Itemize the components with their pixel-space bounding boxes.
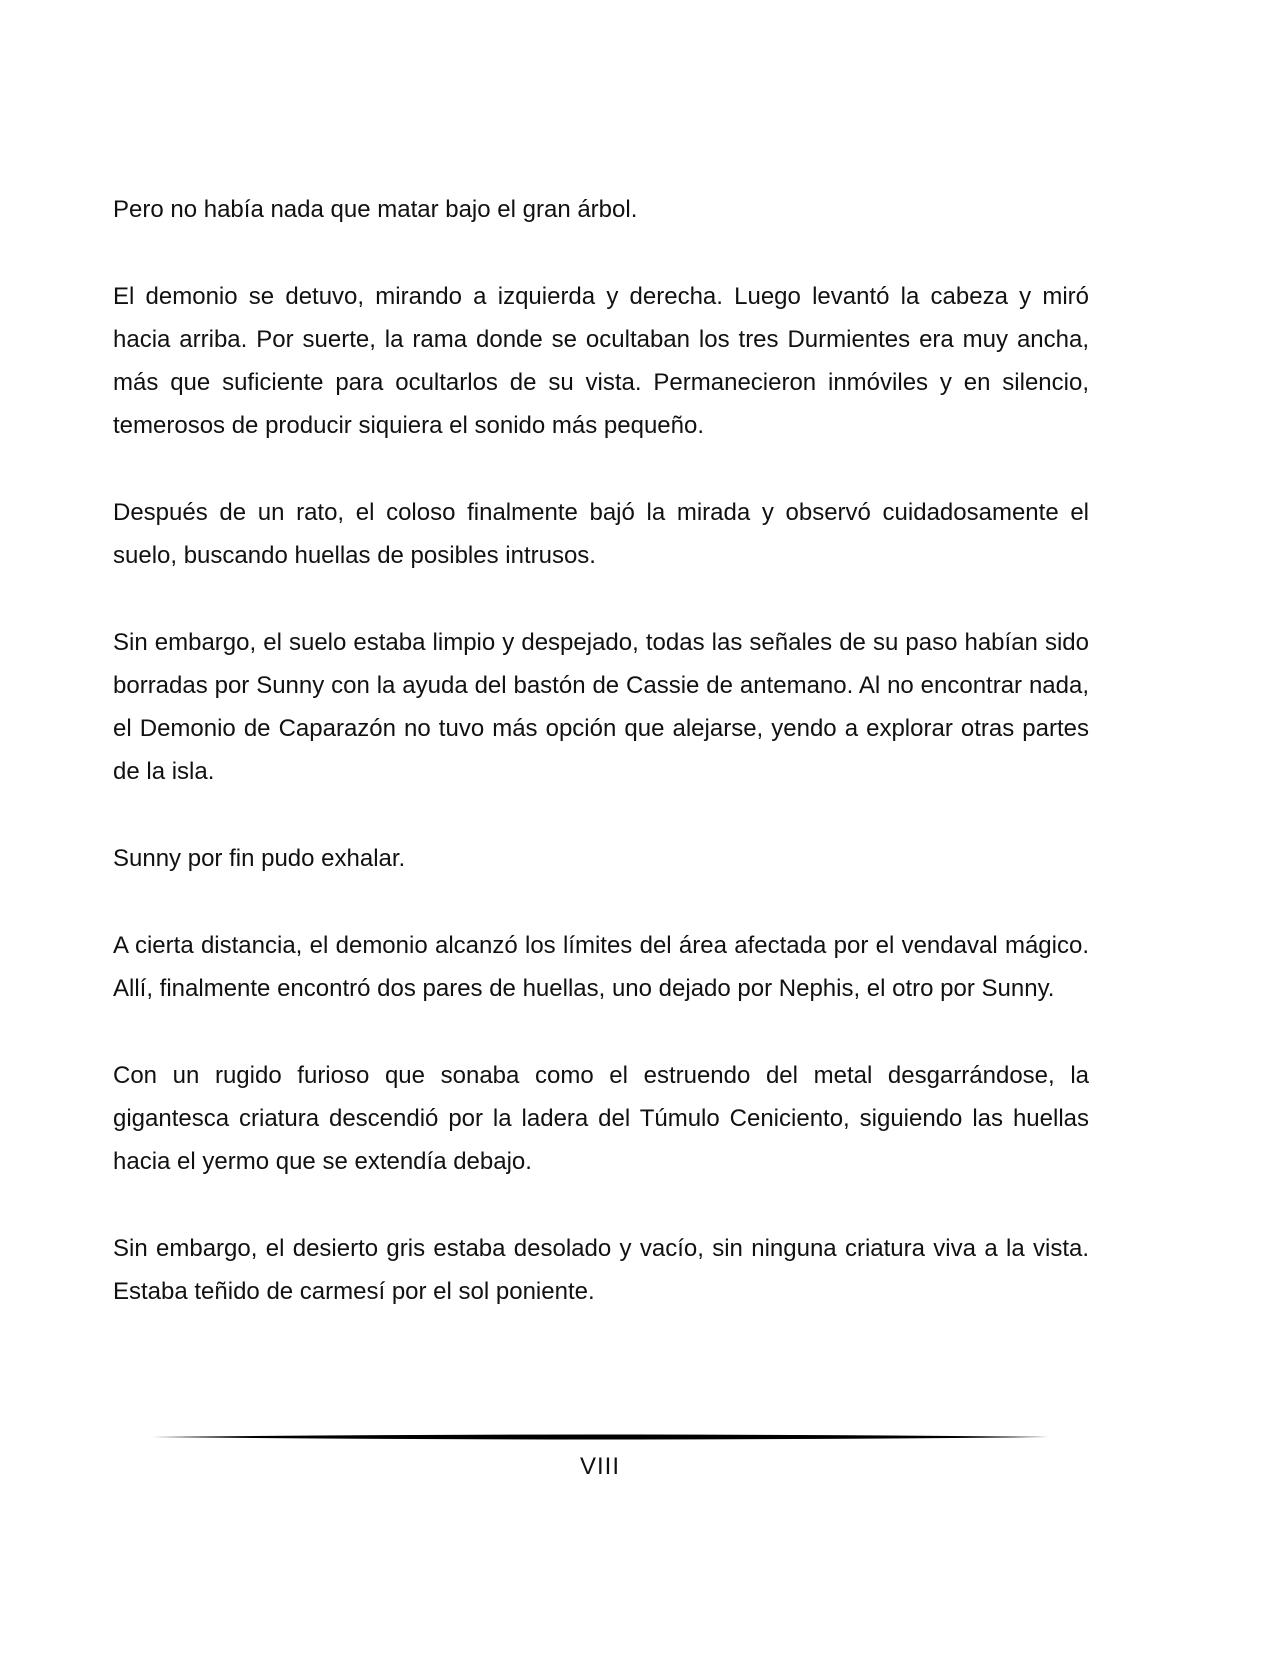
paragraph-7: Con un rugido furioso que sonaba como el estruendo del metal desgarrándose, la gigantesca criatura descendió por la ladera del Túmulo Ceniciento, siguiendo las huellas hacia el yermo que se extendía debajo. bbox=[113, 1062, 1089, 1175]
paragraph-2: El demonio se detuvo, mirando a izquierda y derecha. Luego levantó la cabeza y miró hacia arriba. Por suerte, la rama donde se ocultaban los tres Durmientes era muy ancha, más que suficiente para ocultarlos de su vista. Permanecieron inmóviles y en silencio, temerosos de producir siquiera el sonido más pequeño. bbox=[113, 283, 1089, 439]
page-number: VIII bbox=[579, 1453, 620, 1480]
paragraph-8: Sin embargo, el desierto gris estaba desolado y vacío, sin ninguna criatura viva a la vista. Estaba teñido de carmesí por el sol poniente. bbox=[113, 1235, 1089, 1305]
paragraph-4: Sin embargo, el suelo estaba limpio y despejado, todas las señales de su paso habían sido borradas por Sunny con la ayuda del bastón de Cassie de antemano. Al no encontrar nada, el Demonio de Caparazón no tuvo más opción que alejarse, yendo a explorar otras partes de la isla. bbox=[113, 629, 1089, 785]
paragraph-3: Después de un rato, el coloso finalmente bajó la mirada y observó cuidadosamente el suelo, buscando huellas de posibles intrusos. bbox=[113, 499, 1089, 569]
paragraph-6: A cierta distancia, el demonio alcanzó los límites del área afectada por el vendaval mágico. Allí, finalmente encontró dos pares de huellas, uno dejado por Nephis, el otro por Sunny. bbox=[113, 932, 1089, 1002]
body-text bbox=[113, 188, 1089, 1357]
paragraph-5: Sunny por fin pudo exhalar. bbox=[113, 845, 406, 872]
footer-divider bbox=[152, 1432, 1049, 1442]
paragraph-1: Pero no había nada que matar bajo el gran árbol. bbox=[113, 196, 638, 223]
